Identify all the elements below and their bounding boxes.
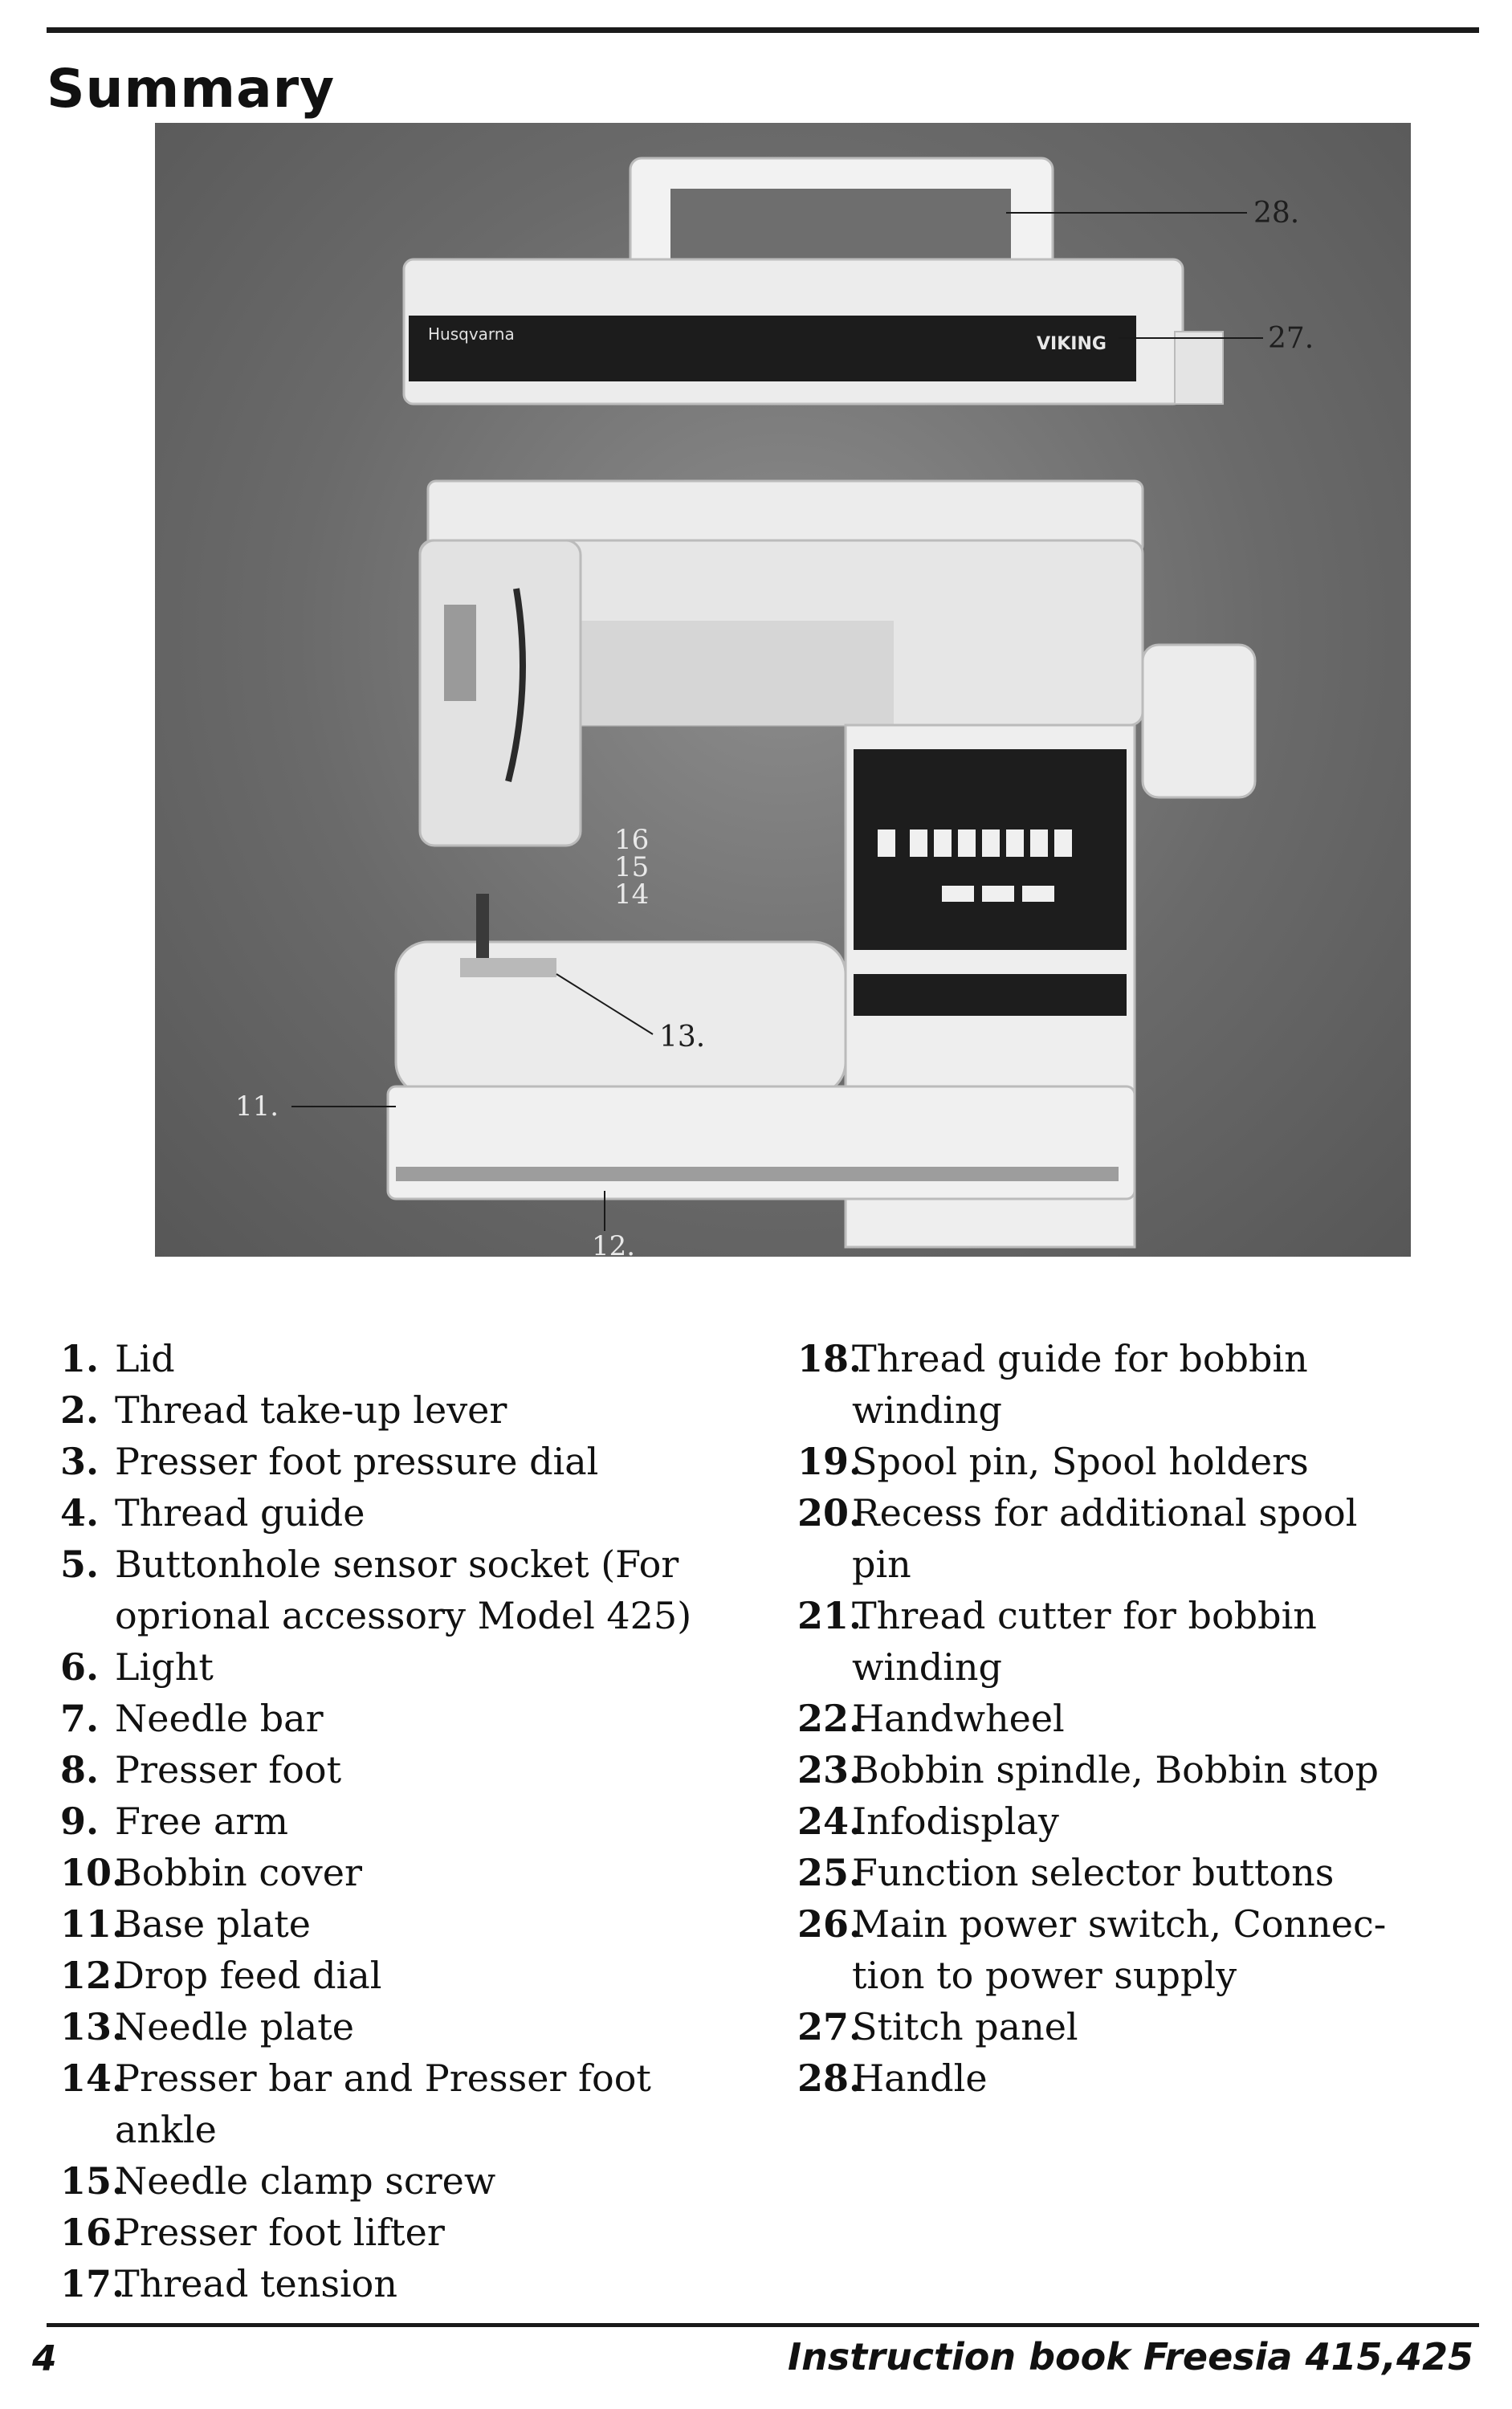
callout-12: 12.	[592, 1230, 636, 1257]
part-item	[60, 1898, 783, 1950]
part-number: 25.	[797, 1851, 862, 1894]
callout-27: 27.	[1268, 322, 1314, 355]
part-number: 11.	[60, 1902, 125, 1946]
part-item	[60, 1384, 783, 1436]
handwheel-shape	[1143, 645, 1255, 797]
part-item	[60, 2155, 783, 2207]
parts-list-right	[797, 1333, 1456, 2104]
part-item	[60, 1487, 783, 1539]
brand-strip	[409, 316, 1136, 381]
part-item	[797, 1436, 1456, 1487]
part-item	[797, 1847, 1456, 1898]
part-item	[60, 1539, 783, 1641]
part-item	[60, 1744, 783, 1796]
part-label: Needle bar	[115, 1697, 324, 1740]
part-label: Presser foot pressure dial	[115, 1440, 599, 1483]
page-number: 4	[32, 2338, 57, 2379]
sewing-machine-photo	[155, 123, 1411, 1257]
part-item	[60, 1693, 783, 1744]
part-number: 14.	[60, 2056, 125, 2100]
part-item	[60, 1950, 783, 2001]
part-item	[797, 1898, 1456, 2001]
part-number: 26.	[797, 1902, 862, 1946]
part-label: Infodisplay	[852, 1800, 1059, 1843]
part-label: Needle plate	[115, 2005, 354, 2048]
book-title: Instruction book Freesia 415,425	[788, 2335, 1473, 2378]
part-label: Thread cutter for bobbin	[852, 1594, 1317, 1637]
part-label: Thread tension	[115, 2262, 397, 2305]
part-item	[60, 2052, 783, 2155]
part-label: Presser foot lifter	[115, 2211, 445, 2254]
part-number: 9.	[60, 1800, 100, 1843]
base-plate-shape	[388, 1086, 1135, 1199]
part-item	[60, 1333, 783, 1384]
part-number: 1.	[60, 1337, 100, 1380]
part-label: Main power switch, Connec-	[852, 1902, 1387, 1946]
part-number: 15.	[60, 2159, 125, 2203]
part-item	[60, 1796, 783, 1847]
part-number: 20.	[797, 1491, 862, 1535]
part-label: Recess for additional spool	[852, 1491, 1358, 1535]
part-label: Function selector buttons	[852, 1851, 1335, 1894]
bottom-rule	[47, 2323, 1479, 2327]
part-label: Needle clamp screw	[115, 2159, 496, 2203]
part-label: Handle	[852, 2056, 988, 2100]
part-label: Presser foot	[115, 1748, 342, 1791]
callout-16: 16	[614, 824, 650, 856]
part-number: 3.	[60, 1440, 100, 1483]
part-item	[797, 1744, 1456, 1796]
brand-right-label: VIKING	[1037, 334, 1106, 354]
part-label: winding	[852, 1645, 1002, 1689]
part-label: Bobbin cover	[115, 1851, 363, 1894]
part-number: 22.	[797, 1697, 862, 1740]
callout-11: 11.	[235, 1090, 279, 1123]
part-label: Lid	[115, 1337, 175, 1380]
callout-28: 28.	[1253, 197, 1300, 230]
part-label: Buttonhole sensor socket (For	[115, 1543, 679, 1586]
part-label: pin	[852, 1543, 911, 1586]
part-number: 4.	[60, 1491, 100, 1535]
parts-list-left	[60, 1333, 783, 2309]
part-label: Drop feed dial	[115, 1954, 382, 1997]
part-item	[797, 1693, 1456, 1744]
part-number: 7.	[60, 1697, 100, 1740]
part-label: tion to power supply	[852, 1954, 1237, 1997]
part-label: Free arm	[115, 1800, 289, 1843]
part-label: Thread guide	[115, 1491, 365, 1535]
part-item	[60, 2207, 783, 2258]
part-item	[797, 1333, 1456, 1436]
part-number: 10.	[60, 1851, 125, 1894]
part-number: 27.	[797, 2005, 862, 2048]
part-item	[797, 1796, 1456, 1847]
part-number: 19.	[797, 1440, 862, 1483]
part-item	[797, 2052, 1456, 2104]
part-number: 13.	[60, 2005, 125, 2048]
callout-14: 14	[614, 878, 650, 911]
part-label: Base plate	[115, 1902, 311, 1946]
part-item	[60, 2001, 783, 2052]
part-item	[797, 1487, 1456, 1590]
part-label: Spool pin, Spool holders	[852, 1440, 1309, 1483]
part-number: 12.	[60, 1954, 125, 1997]
part-label: Bobbin spindle, Bobbin stop	[852, 1748, 1379, 1791]
part-label: Presser bar and Presser foot	[115, 2056, 651, 2100]
callout-15: 15	[614, 851, 650, 883]
part-label: winding	[852, 1388, 1002, 1432]
part-item	[60, 2258, 783, 2309]
part-number: 24.	[797, 1800, 862, 1843]
part-item	[60, 1641, 783, 1693]
part-number: 17.	[60, 2262, 125, 2305]
part-number: 18.	[797, 1337, 862, 1380]
top-rule	[47, 27, 1479, 33]
page-title: Summary	[47, 58, 336, 120]
part-label: Light	[115, 1645, 214, 1689]
part-item	[797, 1590, 1456, 1693]
part-number: 21.	[797, 1594, 862, 1637]
part-item	[60, 1847, 783, 1898]
part-number: 16.	[60, 2211, 125, 2254]
part-label: ankle	[115, 2108, 217, 2151]
brand-left-label: Husqvarna	[428, 324, 515, 344]
part-label: Stitch panel	[852, 2005, 1078, 2048]
part-label: Thread take-up lever	[115, 1388, 507, 1432]
part-number: 2.	[60, 1388, 100, 1432]
sewing-machine-illustration	[155, 123, 1411, 1257]
part-number: 8.	[60, 1748, 100, 1791]
part-number: 5.	[60, 1543, 100, 1586]
part-label: oprional accessory Model 425)	[115, 1594, 692, 1637]
part-item	[797, 2001, 1456, 2052]
callout-13: 13.	[659, 1021, 706, 1054]
part-label: Handwheel	[852, 1697, 1065, 1740]
part-number: 23.	[797, 1748, 862, 1791]
part-item	[60, 1436, 783, 1487]
part-label: Thread guide for bobbin	[852, 1337, 1308, 1380]
part-number: 28.	[797, 2056, 862, 2100]
part-number: 6.	[60, 1645, 100, 1689]
